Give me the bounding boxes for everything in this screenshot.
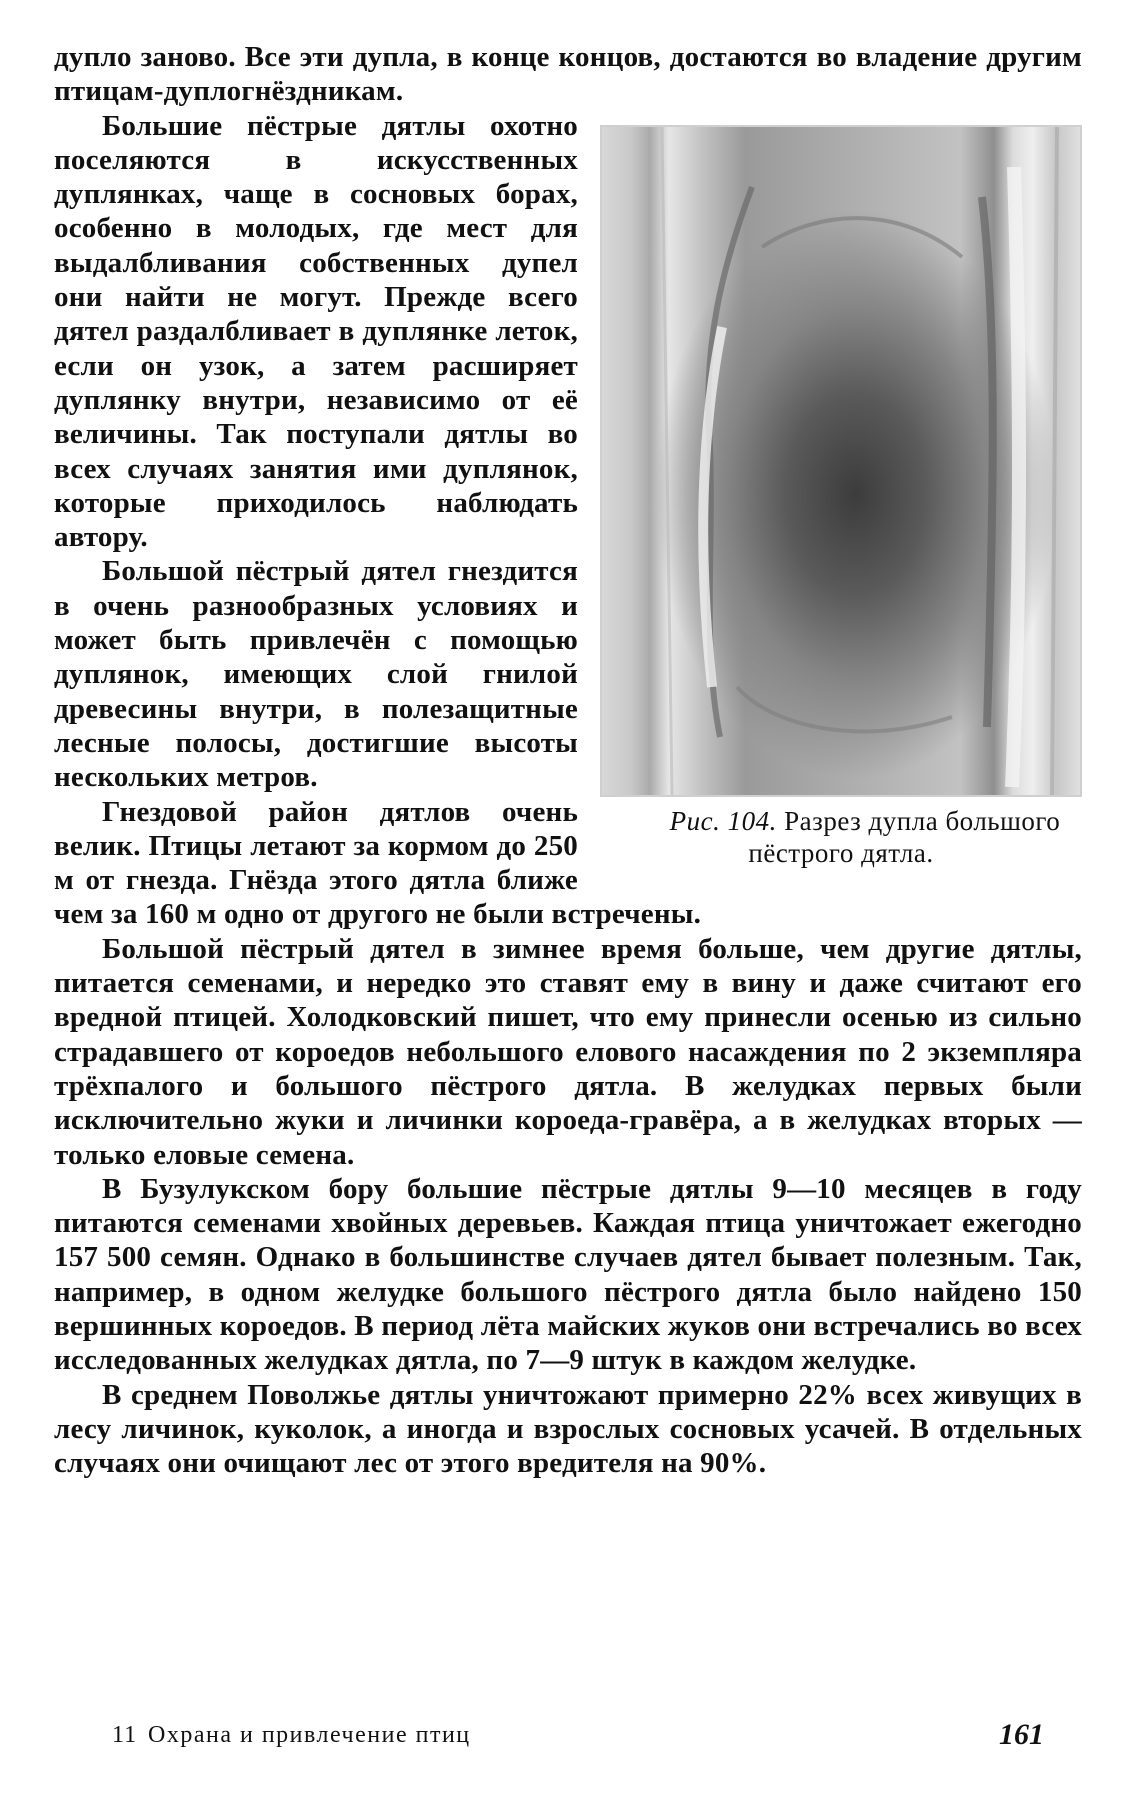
figure-caption (600, 805, 1082, 869)
running-title: Охрана и привлечение птиц (148, 1722, 471, 1748)
page (54, 40, 1082, 1760)
paragraph-7: В среднем Поволжье дятлы уничтожают примерно 22% всех живущих в лесу личинок, куколок, а иногда и взрослых сосновых усачей. В отдельных случаях они очищают лес от этого вредителя на 90%. (54, 1378, 1082, 1480)
paragraph-6: В Бузулукском бору большие пёстрые дятлы 9—10 месяцев в году питаются семенами хвойных деревьев. Каждая птица уничтожает ежегодно 157 500 семян. Однако в большинстве случаев дятел бывает полезным. Так, например, в одном желудке большого пёстрого дятла было найдено 150 вершинных короедов. В период лёта майских жуков они встречались во всех исследованных желудках дятла, по 7—9 штук в каждом желудке. (54, 1172, 1082, 1377)
figure-caption-text: Разрез дупла большого пёстрого дятла. (748, 805, 1061, 868)
paragraph-3: Большой пёстрый дятел гнездится в очень разнообразных условиях и может быть привлечён с помощью дуплянок, имеющих слой гнилой древесины внутри, в полезащитные лесные полосы, достигшие высоты нескольких метров. (54, 555, 578, 794)
figure-number: Рис. 104. (669, 805, 777, 836)
page-number: 161 (999, 1718, 1044, 1751)
paragraph-2-text: Большие пёстрые дятлы охотно поселяются в искусственных дуплянках, чаще в сосновых борах, особенно в молодых, где мест для выдалбливания собственных дупел они найти не могут. Прежде всего дятел раздалбливает в дуплянке леток, если он узок, а затем расширяет дуплянку внутри, независимо от её величины. Так поступали дятлы во всех случаях занятия ими дуплянок, которые приходилось наблюдать автору. (54, 109, 578, 554)
paragraph-5: Большой пёстрый дятел в зимнее время больше, чем другие дятлы, питается семенами, и нередко это ставят ему в вину и даже считают его вредной птицей. Холодковский пишет, что ему принесли осенью из сильно страдавшего от короедов небольшого елового насаждения по 2 экземпляра трёхпалого и большого пёстрого дятла. В желудках первых были исключительно жуки и личинки короеда-гравёра, а в желудках вторых — только еловые семена. (54, 932, 1082, 1171)
tree-hollow-photo (600, 125, 1082, 797)
tree-hollow-illustration (602, 127, 1080, 795)
paragraph-1: дупло заново. Все эти дупла, в конце концов, достаются во владение другим птицам-дуплогнёздникам. (54, 41, 1082, 108)
paragraph-4: Гнездовой район дятлов очень велик. Птицы летают за кормом до 250 м от гнезда. Гнёзда этого дятла ближе чем за 160 м одно от другого не были встречены. (54, 795, 702, 931)
figure-block (600, 125, 1082, 869)
signature-mark: 11 (112, 1722, 138, 1748)
page-footer (56, 1718, 1084, 1762)
